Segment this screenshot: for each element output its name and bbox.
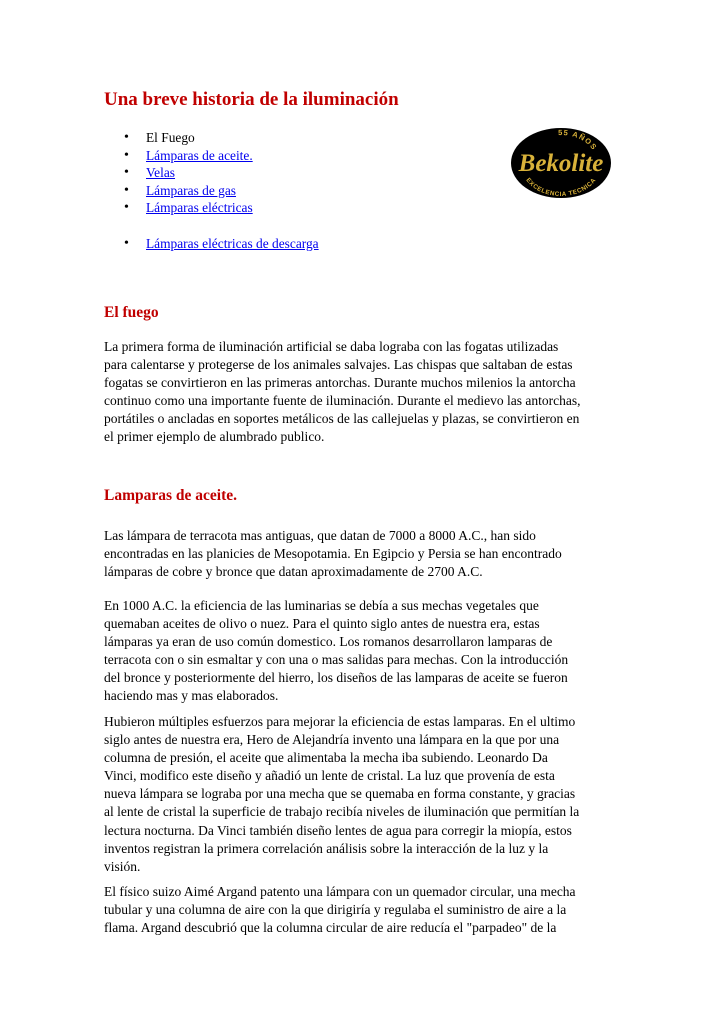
section-heading-fuego: El fuego [104, 304, 159, 321]
logo-top-text: 55 AÑOS [558, 127, 600, 153]
text-line: quemaban aceites de olivo o nuez. Para el quinto siglo antes de nuestra era, estas [104, 616, 540, 632]
text-line: Las lámpara de terracota mas antiguas, que datan de 7000 a 8000 A.C., han sido [104, 528, 536, 543]
text-line: inventos registran la primera correlación análisis sobre la interacción de la luz y la [104, 840, 549, 856]
paragraph-aceite-2 [104, 597, 624, 706]
toc-item-gas[interactable] [104, 182, 504, 200]
text-line: haciendo mas y mas elaborados. [104, 688, 279, 704]
toc-item-descarga[interactable] [104, 235, 504, 253]
toc-label: El Fuego [146, 130, 195, 145]
toc-link-descarga[interactable]: Lámparas eléctricas de descarga [146, 235, 319, 251]
paragraph-aceite-3 [104, 713, 624, 876]
text-line: siglo antes de nuestra era, Hero de Alejandría invento una lámpara en la que por una [104, 732, 560, 748]
text-line: lámparas ya eran de uso común domestico. Los romanos desarrollaron lamparas de [104, 634, 553, 650]
text-line: para calentarse y protegerse de los animales salvajes. Las chispas que saltaban de estas [104, 357, 573, 373]
text-line: el primer ejemplo de alumbrado publico. [104, 429, 325, 445]
text-line: columna de presión, el aceite que alimentaba la mecha iba subiendo. Leonardo Da [104, 750, 548, 766]
paragraph-aceite-4 [104, 883, 624, 937]
text-line: tubular y una columna de aire con la que dirigiría y regulaba el suministro de aire a la [104, 902, 567, 918]
text-line: terracota con o sin esmaltar y con una o mas salidas para mechas. Con la introducción [104, 652, 569, 668]
text-line: En 1000 A.C. la eficiencia de las luminarias se debía a sus mechas vegetales que [104, 598, 539, 613]
text-line: nueva lámpara se lograba por una mecha que se quemaba en forma constante, y gracias [104, 786, 576, 802]
toc-link-electricas[interactable]: Lámparas eléctricas [146, 200, 253, 215]
logo-brand: Bekolite [518, 150, 604, 177]
text-line: fogatas se convirtieron en las primeras antorchas. Durante muchos milenios la antorcha [104, 375, 576, 391]
table-of-contents [104, 129, 504, 252]
paragraph-aceite-1 [104, 527, 624, 581]
toc-item-velas[interactable] [104, 164, 504, 182]
text-line: portátiles o ancladas en soportes metálicos de las callejuelas y plazas, se convirtieron en [104, 411, 580, 427]
text-line: La primera forma de iluminación artificial se daba lograba con las fogatas utilizadas [104, 339, 559, 354]
toc-item-fuego [104, 129, 504, 147]
text-line: visión. [104, 858, 141, 874]
text-line: encontradas en las planicies de Mesopotamia. En Egipcio y Persia se han encontrado [104, 546, 562, 562]
page-title: Una breve historia de la iluminación [104, 89, 399, 110]
bekolite-logo [510, 127, 612, 199]
toc-link-aceite[interactable]: Lámparas de aceite. [146, 147, 253, 163]
toc-link-velas[interactable]: Velas [146, 165, 176, 180]
text-line: al lente de cristal la superficie de trabajo recibía niveles de iluminación que permitían la [104, 804, 580, 820]
text-line: flama. Argand descubrió que la columna circular de aire reducía el "parpadeo" de la [104, 920, 557, 936]
section-heading-aceite: Lamparas de aceite. [104, 487, 238, 504]
text-line: Hubieron múltiples esfuerzos para mejorar la eficiencia de estas lamparas. En el ultimo [104, 714, 576, 729]
toc-item-electricas[interactable] [104, 199, 504, 217]
toc-link-gas[interactable]: Lámparas de gas [146, 182, 236, 198]
logo-bottom-text: EXCELENCIA TECNICA [524, 176, 598, 199]
text-line: lectura nocturna. Da Vinci también diseño lentes de agua para corregir la miopía, estos [104, 822, 572, 838]
text-line: Vinci, modifico este diseño y añadió un lente de cristal. La luz que provenía de esta [104, 768, 555, 784]
text-line: El físico suizo Aimé Argand patento una lámpara con un quemador circular, una mecha [104, 884, 576, 899]
paragraph-fuego-1 [104, 338, 624, 447]
text-line: lámparas de cobre y bronce que datan aproximadamente de 2700 A.C. [104, 564, 483, 580]
toc-item-aceite[interactable] [104, 147, 504, 165]
text-line: continuo como una importante fuente de iluminación. Durante el medievo las antorchas, [104, 393, 581, 409]
text-line: del bronce y posteriormente del hierro, los diseños de las lamparas de aceite se fueron [104, 670, 568, 686]
